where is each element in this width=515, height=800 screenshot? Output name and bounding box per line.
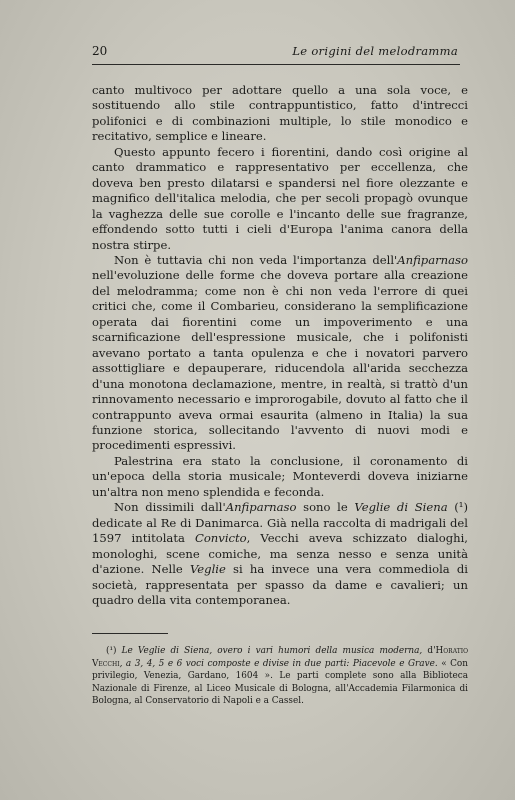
paragraph-5-text-b: sono le [296, 500, 355, 515]
footnote-marker: (¹) [106, 646, 122, 656]
paragraph-2: Questo appunto fecero i fiorentini, dando così origine al canto drammatico e rappresentativo per eccellenza, che doveva ben presto dilatarsi e spandersi nel fiore olezzante e magnifico dell'italica melodia, che per secoli propagò ovunque la vaghezza delle sue corolle e l'incanto delle sue fragranze, effondendo sotto tutti i cieli d'Europa l'anima canora della nostra stirpe. [92, 144, 468, 252]
work-title-anfiparnaso: Anfiparnaso [397, 252, 468, 267]
paragraph-5-text-a: Non dissimili dall' [114, 500, 226, 515]
paragraph-5-text-e: si ha invece una vera commediola di società, rappresentata per spasso da dame e cavalieri; un quadro della vita contemporanea. [92, 562, 469, 607]
paragraph-5-text-c: (¹) dedicate al Re di Danimarca. Già nella raccolta di madrigali del 1597 intitolata [92, 500, 468, 546]
page-header [92, 44, 460, 65]
paragraph-1: canto multivoco per adottare quello a una sola voce, e sostituendo allo stile contrappuntistico, fatto d'intrecci polifonici e di combinazioni multiple, lo stile monodico e recitativo, semplice e lineare. [92, 83, 468, 144]
body-text [92, 83, 468, 608]
page-number: 20 [92, 44, 108, 58]
running-head: Le origini del melodramma [292, 44, 458, 58]
work-title-convicto: Convicto [194, 531, 247, 546]
footnote [92, 645, 468, 708]
paragraph-5 [92, 500, 468, 608]
paragraph-3 [92, 253, 468, 454]
footnote-author-prefix: d' [422, 646, 436, 656]
paragraph-4: Palestrina era stato la conclusione, il coronamento di un'epoca della storia musicale; Monteverdi doveva iniziarne un'altra non meno splendida e feconda. [92, 453, 468, 499]
work-title-veglie-di-siena: Veglie di Siena [354, 500, 448, 515]
work-title-veglie: Veglie [189, 562, 226, 577]
paragraph-3-text-b: nell'evoluzione delle forme che doveva portare alla creazione del melodramma; come non è chi non veda l'errore di quei critici che, come il Combarieu, considerano la semplificazione operata dai fiorentini come un impoverimento e una scarnificazione dell'espressione musicale, che i polifonisti avevano portato a tanta opulenza e che i novatori parvero assottigliare e depauperare, riducendola all'arida secchezza d'una monotona declamazione, mentre, in realtà, si trattò d'un rinnovamento necessario e improrogabile, dovuto al fatto che il contrappunto aveva ormai esaurita (almeno in Italia) la sua funzione storica, sollecitando l'avvento di nuovi modi e procedimenti espressivi. [92, 268, 468, 453]
footnote-author: Horatio Vecchi [92, 646, 468, 669]
footnote-rule [92, 633, 168, 634]
work-title-anfiparnaso-2: Anfiparnaso [225, 500, 297, 515]
footnote-rest: « Con privilegio, Venezia, Gardano, 1604 ». Le parti complete sono alla Biblioteca Nazionale di Firenze, al Liceo Musicale di Bologna, all'Accademia Filarmonica di Bologna, al Conservatorio di Napoli e a Cassel. [92, 658, 468, 707]
paragraph-3-text-a: Non è tuttavia chi non veda l'importanza dell' [114, 252, 398, 267]
paragraph-5-text-d: , Vecchi aveva schizzato dialoghi, monologhi, scene comiche, ma senza nesso e senza unità d'azione. Nelle [92, 531, 468, 577]
footnote-details: , a 3, 4, 5 e 6 voci composte e divise in due parti: Piacevole e Grave. [119, 658, 438, 669]
footnote-title: Le Veglie di Siena, overo i vari humori della musica moderna, [121, 646, 423, 656]
